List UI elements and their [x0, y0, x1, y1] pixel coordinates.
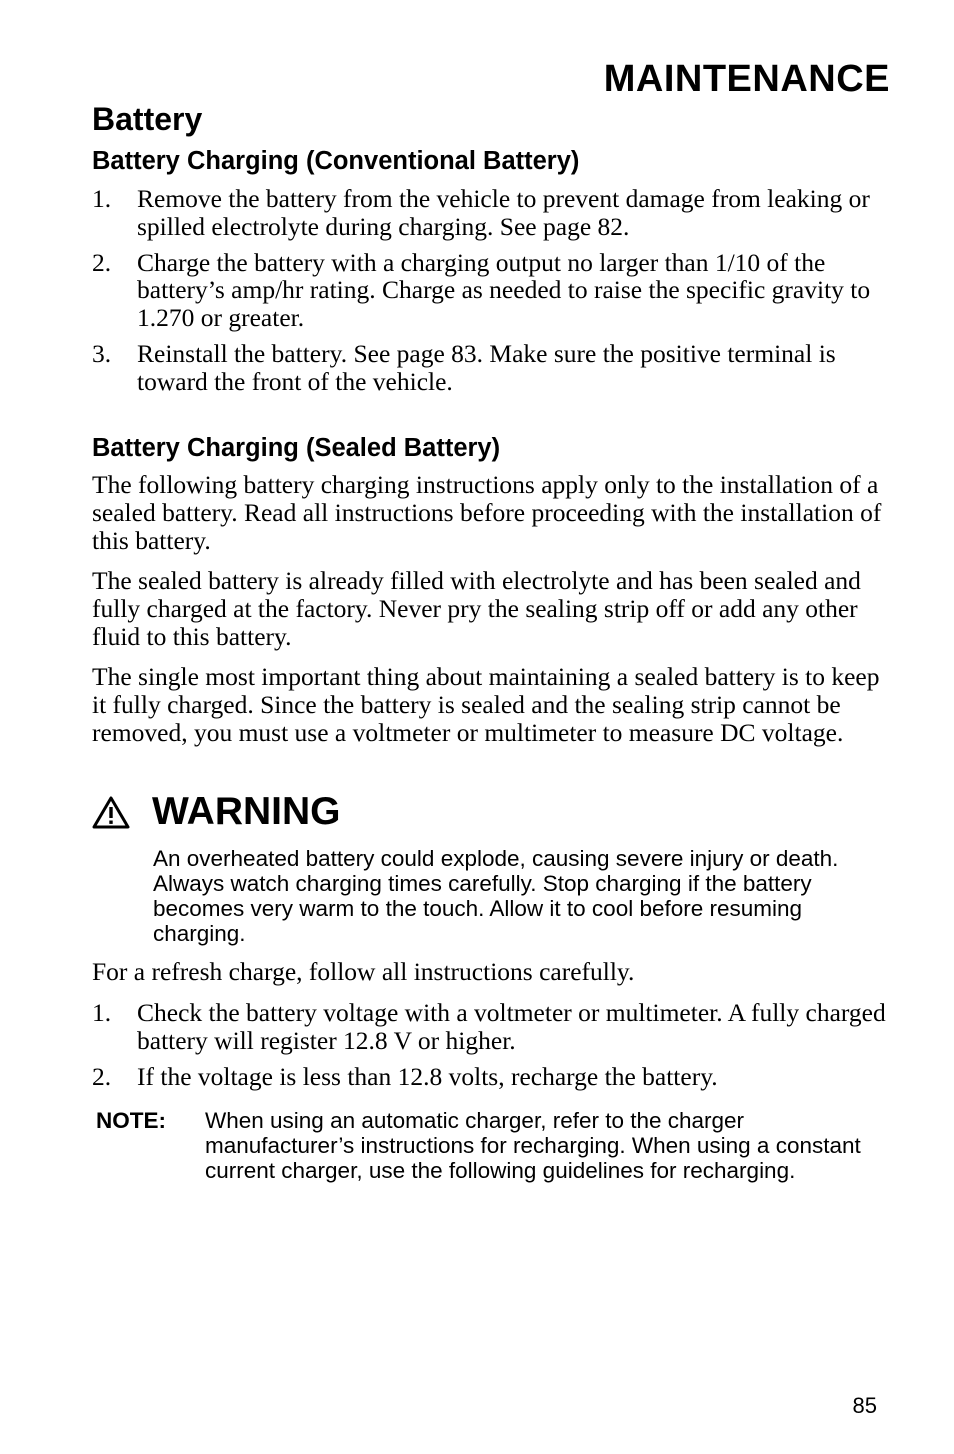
- note-block: [96, 1108, 896, 1183]
- sealed-paragraph-2: The sealed battery is already filled with electrolyte and has been sealed and fully charged at the factory. Never pry the sealing strip off or add any other fluid to this battery.: [92, 566, 861, 651]
- page-number: 85: [852, 1393, 877, 1418]
- list-item: [92, 185, 892, 241]
- sealed-paragraph-3: The single most important thing about maintaining a sealed battery is to keep it fully charged. Since the battery is sealed and the sealing strip cannot be removed, you must use a voltmeter or multimeter to measure DC voltage.: [92, 662, 880, 747]
- step-text: Remove the battery from the vehicle to prevent damage from leaking or spilled electrolyte during charging. See page 82.: [137, 184, 870, 241]
- sealed-paragraph-1: The following battery charging instructions apply only to the installation of a sealed battery. Read all instructions before proceeding with the installation of this battery.: [92, 470, 882, 555]
- step-number: 1.: [92, 184, 112, 213]
- step-text: Check the battery voltage with a voltmeter or multimeter. A fully charged battery will register 12.8 V or higher.: [137, 998, 886, 1055]
- battery-heading: Battery: [92, 101, 203, 137]
- list-item: [92, 249, 892, 332]
- note-label: NOTE:: [96, 1108, 166, 1133]
- step-text: If the voltage is less than 12.8 volts, recharge the battery.: [137, 1061, 718, 1091]
- step-text: Charge the battery with a charging output no larger than 1/10 of the battery’s amp/hr rating. Charge as needed to raise the specific gravity to 1.270 or greater.: [137, 247, 871, 333]
- list-item: [92, 340, 892, 396]
- note-text: When using an automatic charger, refer to the charger manufacturer’s instructions for recharging. When using a constant current charger, use the following guidelines for recharging.: [205, 1108, 861, 1183]
- list-item: [92, 999, 892, 1055]
- refresh-steps-list: [92, 999, 892, 1098]
- conventional-charging-heading: Battery Charging (Conventional Battery): [92, 147, 580, 175]
- refresh-intro: For a refresh charge, follow all instructions carefully.: [92, 957, 635, 986]
- step-text: Reinstall the battery. See page 83. Make sure the positive terminal is toward the front of the vehicle.: [137, 338, 836, 396]
- warning-title: WARNING: [152, 790, 341, 833]
- page-section-header: MAINTENANCE: [603, 58, 890, 100]
- step-number: 2.: [92, 1061, 112, 1091]
- warning-header: [92, 790, 341, 834]
- sealed-charging-heading: Battery Charging (Sealed Battery): [92, 434, 501, 462]
- warning-text: An overheated battery could explode, causing severe injury or death. Always watch charging times carefully. Stop charging if the battery becomes very warm to the touch. Allow it to cool before resuming charging.: [153, 846, 839, 946]
- warning-triangle-icon: [92, 796, 152, 829]
- list-item: [92, 1063, 892, 1091]
- step-number: 2.: [92, 247, 112, 277]
- step-number: 3.: [92, 338, 112, 368]
- conventional-steps-list: [92, 185, 892, 404]
- step-number: 1.: [92, 998, 112, 1027]
